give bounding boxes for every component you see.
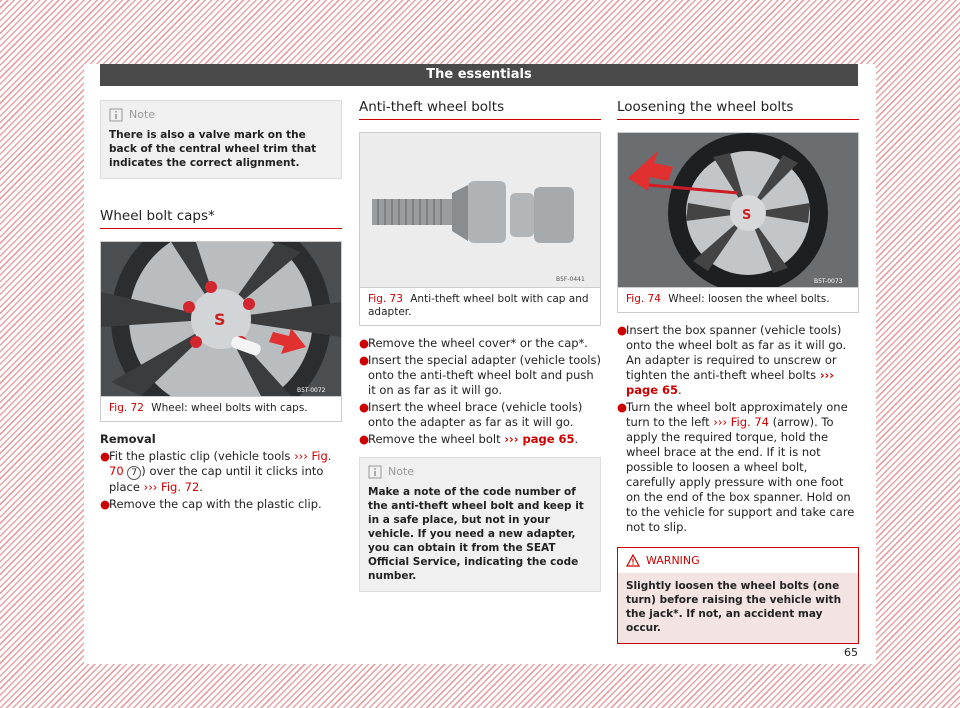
bullet-text: Remove the wheel bolt — [368, 432, 501, 446]
list-item: ● Remove the cap with the plastic clip. — [100, 497, 322, 511]
svg-text:S: S — [214, 310, 226, 329]
figure-caption — [101, 396, 341, 421]
section-title: Wheel bolt caps* — [100, 209, 342, 229]
warning-text: Slightly loosen the wheel bolts (one turn) before raising the vehicle with the jack*. If not, an accident may occur. — [618, 573, 858, 643]
column-3 — [617, 100, 859, 644]
fig-link[interactable]: ››› Fig. 72 — [143, 480, 200, 494]
figure-code: B5T-0072 — [297, 387, 326, 394]
fig-link[interactable]: ››› Fig. 74 — [713, 415, 769, 429]
bullet-text: (arrow). To apply the required torque, hold the wheel brace at the end. If it is not possible to loosen a wheel bolt, carefully apply pressure with one foot on the end of the box spanner. Hold on to the vehicle for support and take care not to slip. — [626, 415, 855, 534]
section-title: Loosening the wheel bolts — [617, 100, 859, 120]
figure-caption — [618, 287, 858, 312]
wheel-loosen-illustration — [618, 133, 858, 287]
section-title: Anti-theft wheel bolts — [359, 100, 601, 120]
note-box — [359, 457, 601, 592]
bullet-text: Insert the wheel brace (vehicle tools) onto the adapter as far as it will go. — [368, 400, 583, 429]
list-item: ● Remove the wheel bolt ››› page 65. — [359, 432, 579, 446]
figure-label: Fig. 74 — [626, 293, 661, 305]
figure-code: B5F-0441 — [556, 276, 585, 283]
page-link[interactable]: ››› page 65 — [504, 432, 575, 446]
note-label: Note — [129, 108, 156, 121]
wheel-photo-illustration — [101, 242, 341, 396]
figure-caption-text: Anti-theft wheel bolt with cap and adapter. — [368, 293, 589, 318]
figure-72 — [100, 241, 342, 422]
figure-label: Fig. 73 — [368, 293, 403, 305]
figure-74 — [617, 132, 859, 313]
list-item: ● Insert the special adapter (vehicle tools) onto the anti-theft wheel bolt and push it on as far as it will go. — [359, 353, 601, 397]
page-link[interactable]: ››› page 65 — [626, 368, 835, 397]
bullet-text: Insert the box spanner (vehicle tools) onto the wheel bolt as far as it will go. An adapter is required to unscrew or tighten the anti-theft wheel bolts — [626, 323, 847, 382]
list-item: ● Insert the box spanner (vehicle tools) onto the wheel bolt as far as it will go. An adapter is required to unscrew or tighten the anti-theft wheel bolts ››› page 65. — [617, 323, 847, 397]
bullet-text: . — [678, 383, 682, 397]
bullet-text: Fit the plastic clip (vehicle tools — [109, 449, 291, 463]
bullet-text: . — [199, 480, 203, 494]
note-box — [100, 100, 342, 179]
info-icon — [109, 108, 123, 122]
note-header — [368, 464, 592, 479]
note-header — [109, 107, 333, 122]
bullet-text: Turn the wheel bolt approximately one turn to the left — [626, 400, 848, 429]
column-2 — [359, 100, 601, 592]
note-label: Note — [388, 465, 415, 478]
warning-triangle-icon — [626, 554, 640, 567]
loosen-bolts-image — [618, 133, 858, 287]
removal-heading: Removal — [100, 432, 156, 446]
page-header: The essentials — [100, 64, 858, 86]
warning-box — [617, 547, 859, 644]
bullet-text: . — [574, 432, 579, 446]
info-icon — [368, 465, 382, 479]
figure-caption-text: Wheel: loosen the wheel bolts. — [668, 293, 830, 305]
column-1 — [100, 100, 342, 514]
list-item: ● Fit the plastic clip (vehicle tools ››› Fig. 70 7 ) over the cap until it clicks into place ››› Fig. 72. — [100, 449, 332, 494]
list-item: ● Insert the wheel brace (vehicle tools) onto the adapter as far as it will go. — [359, 400, 583, 429]
figure-caption-text: Wheel: wheel bolts with caps. — [151, 402, 308, 414]
note-text: There is also a valve mark on the back of the central wheel trim that indicates the correct alignment. — [109, 129, 317, 169]
warning-header — [618, 548, 858, 573]
anti-theft-bolt-image — [360, 133, 600, 287]
figure-label: Fig. 72 — [109, 402, 144, 414]
list-item: ● Turn the wheel bolt approximately one turn to the left ››› Fig. 74 (arrow). To apply the required torque, hold the wheel brace at the end. If it is not possible to loosen a wheel bolt, carefully apply pressure with one foot on the end of the box spanner. Hold on to the vehicle for support and take care not to slip. — [617, 400, 855, 534]
figure-caption — [360, 287, 600, 325]
wheel-bolt-caps-image — [101, 242, 341, 396]
figure-code: B5T-0073 — [814, 278, 843, 285]
fig-link[interactable]: ››› Fig. 70 — [109, 449, 332, 478]
page-number: 65 — [844, 646, 858, 659]
bolt-illustration — [360, 133, 600, 287]
bullet-text: Insert the special adapter (vehicle tools) onto the anti-theft wheel bolt and push it on as far as it will go. — [368, 353, 601, 397]
warning-label: WARNING — [646, 554, 700, 567]
bullet-text: Remove the cap with the plastic clip. — [109, 497, 322, 511]
list-item: ● Remove the wheel cover* or the cap*. — [359, 336, 588, 350]
bullet-text: Remove the wheel cover* or the cap*. — [368, 336, 588, 350]
figure-73 — [359, 132, 601, 326]
callout-number: 7 — [127, 466, 141, 480]
svg-text:S: S — [742, 208, 752, 223]
note-text: Make a note of the code number of the anti-theft wheel bolt and keep it in a safe place, but not in your vehicle. If you need a new adapter, you can obtain it from the SEAT Official Service, indicating the code number. — [368, 486, 584, 582]
bullet-text: ) over the cap until it clicks into place — [109, 464, 324, 494]
